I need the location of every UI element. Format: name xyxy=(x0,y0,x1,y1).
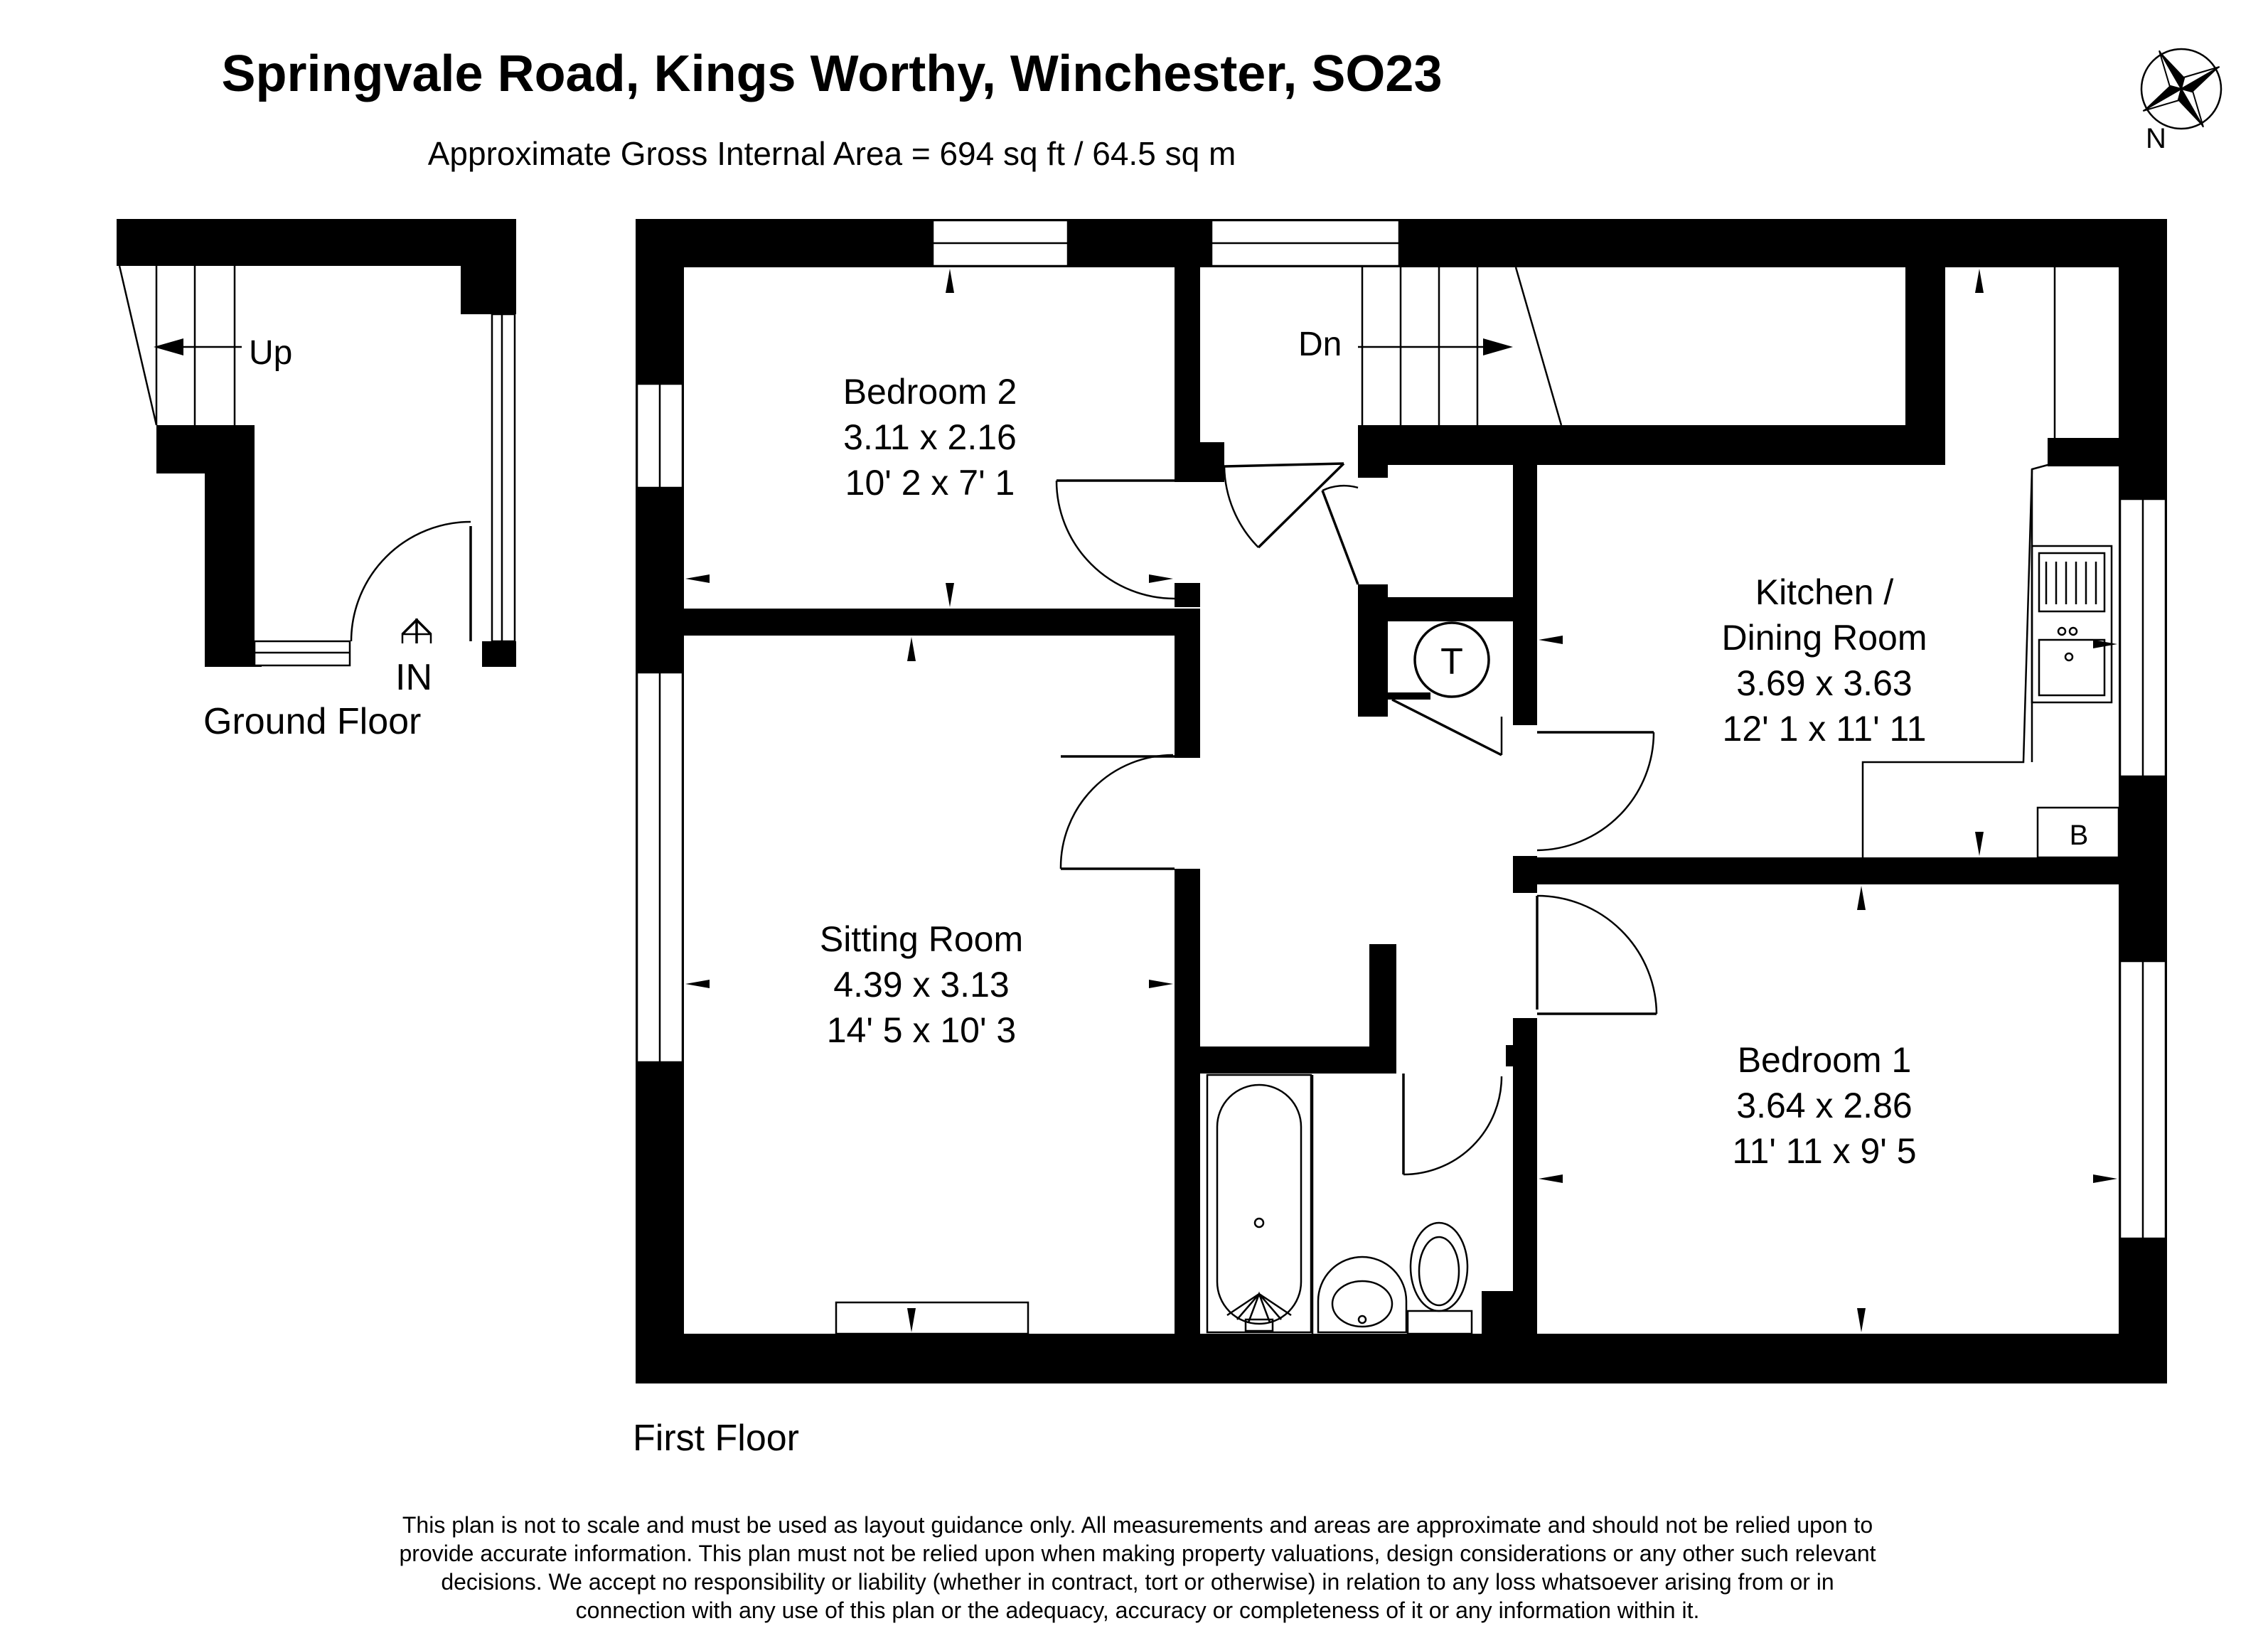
disclaimer xyxy=(399,1512,1876,1623)
room-name: Bedroom 1 xyxy=(1737,1040,1912,1080)
room-name-line2: Dining Room xyxy=(1721,618,1927,658)
entrance-arrow-icon xyxy=(402,619,431,643)
room-sitting-room xyxy=(820,919,1023,1050)
room-bedroom-1 xyxy=(1732,1040,1916,1171)
ground-floor-plan xyxy=(117,219,516,742)
kitchen-door[interactable] xyxy=(1537,732,1654,850)
boiler-label: B xyxy=(2069,820,2089,851)
room-bedroom-2 xyxy=(843,372,1017,503)
first-floor-plan xyxy=(633,219,2167,1459)
room-metric: 3.69 x 3.63 xyxy=(1736,663,1913,703)
room-imperial: 12' 1 x 11' 11 xyxy=(1722,709,1927,749)
disclaimer-line: decisions. We accept no responsibility or liability (whether in contract, tort or otherwise) in relation to any loss whatsoever arising from or in xyxy=(441,1569,1834,1595)
room-imperial: 10' 2 x 7' 1 xyxy=(845,463,1015,503)
area-subtitle: Approximate Gross Internal Area = 694 sq ft / 64.5 sq m xyxy=(427,135,1236,172)
ground-window-right xyxy=(492,314,515,641)
sitting-room-door[interactable] xyxy=(1061,755,1175,869)
landing-cupboard-door[interactable] xyxy=(1224,464,1344,547)
entrance-door[interactable] xyxy=(351,522,471,641)
first-floor-label: First Floor xyxy=(633,1418,799,1459)
first-stairs-down-label: Dn xyxy=(1298,326,1342,363)
bathtub-icon xyxy=(1207,1075,1311,1332)
wash-basin-icon xyxy=(1318,1257,1406,1332)
room-metric: 4.39 x 3.13 xyxy=(833,965,1010,1005)
room-name: Sitting Room xyxy=(819,919,1024,959)
first-floor-staircase xyxy=(1358,267,2055,438)
room-metric: 3.64 x 2.86 xyxy=(1736,1086,1913,1125)
fireplace xyxy=(836,1302,1028,1334)
room-name-line1: Kitchen / xyxy=(1755,572,1894,612)
airing-cupboard-door[interactable] xyxy=(1392,700,1502,755)
room-name: Bedroom 2 xyxy=(843,372,1017,412)
room-imperial: 11' 11 x 9' 5 xyxy=(1732,1131,1917,1171)
cupboard-tank-label: T xyxy=(1440,641,1463,682)
room-imperial: 14' 5 x 10' 3 xyxy=(826,1010,1017,1050)
room-metric: 3.11 x 2.16 xyxy=(843,417,1017,457)
kitchen-worktop xyxy=(1863,465,2119,857)
compass-rose-icon xyxy=(2121,28,2241,149)
room-kitchen-dining xyxy=(1721,572,1927,749)
disclaimer-line: connection with any use of this plan or the adequacy, accuracy or completeness of it or any information within it. xyxy=(575,1597,1700,1623)
ground-staircase xyxy=(119,266,242,425)
disclaimer-line: This plan is not to scale and must be used as layout guidance only. All measurements and areas are approximate and should not be relied upon to xyxy=(402,1512,1873,1538)
ground-stairs-up-label: Up xyxy=(249,334,293,372)
disclaimer-line: provide accurate information. This plan must not be relied upon when making property valuations, design considerations or any other such relevant xyxy=(399,1541,1876,1566)
bathroom-door[interactable] xyxy=(1403,1074,1502,1174)
cupboard-door[interactable] xyxy=(1322,486,1358,584)
kitchen-sink-icon xyxy=(2032,546,2112,702)
bedroom1-door[interactable] xyxy=(1537,896,1657,1014)
toilet-icon xyxy=(1408,1223,1472,1334)
ground-floor-label: Ground Floor xyxy=(203,701,422,742)
compass-north-label: N xyxy=(2146,123,2166,154)
entrance-label: IN xyxy=(395,657,432,698)
plan-title: Springvale Road, Kings Worthy, Winchester, SO23 xyxy=(221,46,1443,102)
